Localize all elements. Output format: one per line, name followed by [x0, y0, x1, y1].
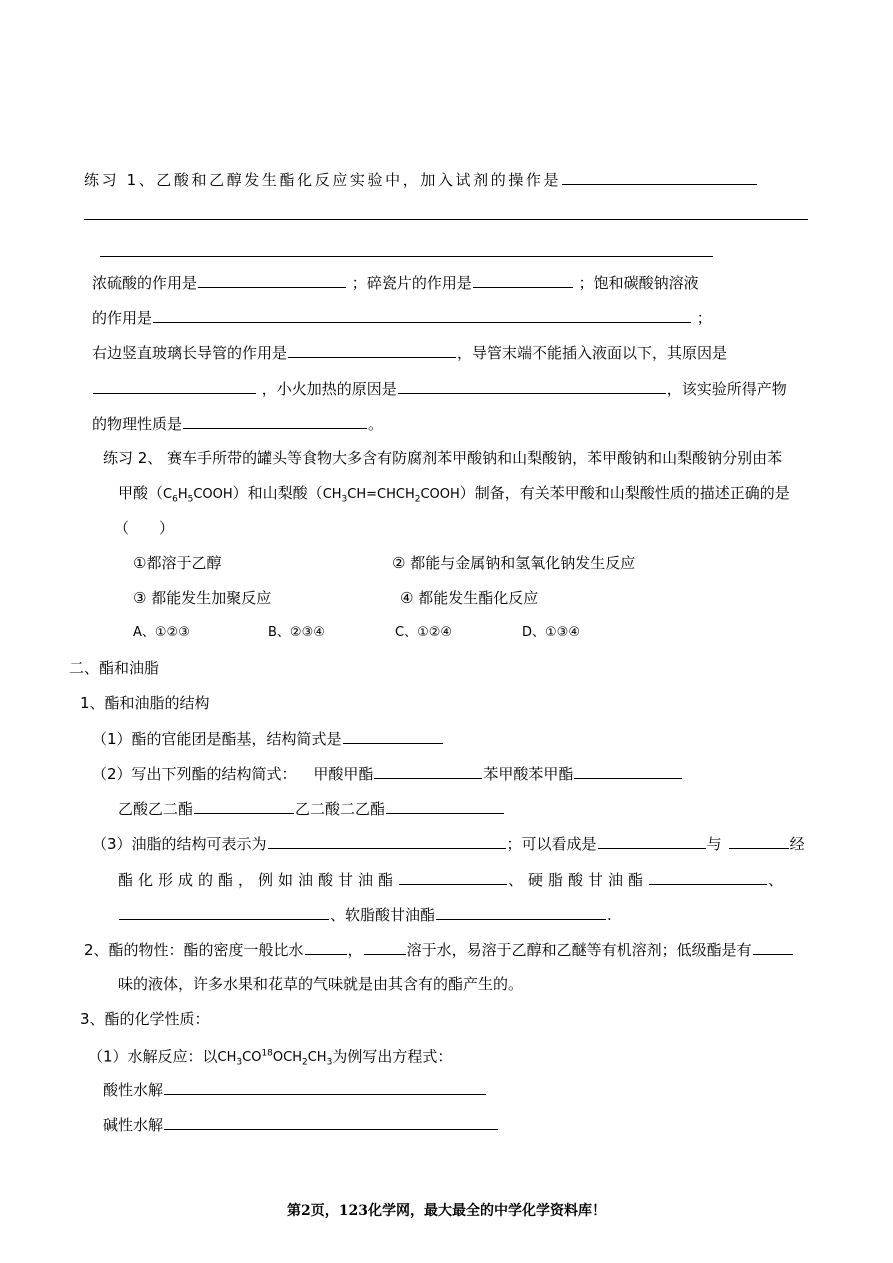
q3-structure-blank[interactable] — [268, 832, 506, 849]
ex1-answer-line-1[interactable] — [84, 219, 808, 220]
q2-ethylene-diacetate-blank[interactable] — [194, 797, 294, 814]
ex1-fire-blank[interactable] — [398, 377, 666, 394]
ex1-sep1: ； — [351, 274, 367, 292]
q3-intro: （3）油脂的结构可表示为 — [92, 835, 267, 853]
ex1-small-fire: ，小火加热的原因是 — [261, 380, 397, 398]
hydrolysis-intro: （1）水解反应：以 — [88, 1047, 218, 1066]
q3-example: 酯化形成的酯，例如油酸甘油酯 — [118, 871, 399, 889]
ex2-option-2: ② 都能与金属钠和氢氧化钠发生反应 — [392, 554, 636, 572]
q2-benzyl-benzoate: 苯甲酸苯甲酯 — [483, 765, 574, 783]
hydrolysis-tail: 为例写出方程式： — [332, 1047, 453, 1066]
section-2-1-title: 1、酯和油脂的结构 — [80, 694, 210, 712]
q3-stearate-blank[interactable] — [649, 868, 767, 885]
ex2-option-4: ④ 都能发生酯化反应 — [400, 589, 539, 607]
basic-blank[interactable] — [164, 1113, 498, 1130]
ex2-choice-d[interactable]: D、①③④ — [522, 625, 580, 640]
q3-stearate: 、硬脂酸甘油酯 — [508, 871, 649, 889]
sub2-solubility: 溶于水，易溶于乙醇和乙醚等有机溶剂；低级酯是有 — [406, 941, 752, 959]
basic-label: 碱性水解 — [103, 1116, 164, 1134]
ex2-choice-b[interactable]: B、②③④ — [268, 625, 325, 640]
q3-line-1 — [92, 832, 805, 855]
ex1-product: ，该实验所得产物 — [666, 380, 787, 398]
q3-via: 经 — [789, 835, 805, 853]
section-2-title: 二、酯和油脂 — [69, 659, 160, 677]
q2-intro: （2）写出下列酯的结构简式： — [92, 765, 297, 783]
ex2-stem-line-1 — [103, 447, 782, 469]
ex2-stem-line-2 — [118, 482, 790, 511]
ex2-paren[interactable]: （ ） — [114, 519, 175, 537]
basic-line — [103, 1113, 499, 1136]
ex2-stem2-b: ）和山梨酸（ — [232, 484, 323, 502]
ex1-answer-line-2[interactable] — [100, 256, 713, 257]
ex2-stem2-a: 甲酸（ — [118, 484, 164, 502]
page-footer: 第2页，123化学网，最大最全的中学化学资料库！ — [287, 1203, 606, 1219]
hydrolysis-formula: $CH_3CO^{18}OCH_2CH_3$ — [217, 1049, 333, 1068]
sub2-density: 2、酯的物性：酯的密度一般比水 — [84, 941, 304, 959]
ex1-tube-line — [92, 341, 727, 364]
q3-dot: . — [607, 906, 612, 924]
sub2-comma: ， — [347, 941, 363, 959]
ex1-carbonate-role-a: 饱和碳酸钠溶液 — [593, 274, 699, 292]
ex1-acid-blank[interactable] — [198, 271, 346, 288]
ex1-roles-line — [92, 271, 699, 294]
ex1-physical-blank[interactable] — [183, 412, 367, 429]
ex1-intro: 练习 1、乙酸和乙醇发生酯化反应实验中，加入试剂的操作是 — [84, 171, 562, 189]
q1-text: （1）酯的官能团是酯基，结构简式是 — [92, 730, 342, 748]
ex2-formula-benzoic: $C_6H_5COOH$ — [163, 487, 233, 505]
acidic-blank[interactable] — [164, 1078, 486, 1095]
sub2-line-1 — [84, 938, 794, 961]
q3-line-2 — [118, 868, 783, 891]
q3-palmitate-blank[interactable] — [436, 903, 606, 920]
q2-methyl-formate-blank[interactable] — [374, 762, 482, 779]
q2-line-1 — [92, 762, 683, 785]
ex2-choice-a[interactable]: A、①②③ — [133, 625, 190, 640]
ex1-sep3: ； — [696, 309, 712, 327]
q3-seen-as: ；可以看成是 — [506, 835, 597, 853]
ex1-chip-role: 碎瓷片的作用是 — [366, 274, 472, 292]
ex1-carbonate-role-b: 的作用是 — [92, 309, 153, 327]
q3-reactant1-blank[interactable] — [598, 832, 706, 849]
ex1-tube-end: ，导管末端不能插入液面以下，其原因是 — [457, 344, 728, 362]
ex1-operation-blank[interactable] — [562, 168, 757, 185]
sub2-solubility-blank[interactable] — [364, 938, 406, 955]
q3-other-blank[interactable] — [119, 903, 329, 920]
q2-benzyl-benzoate-blank[interactable] — [574, 762, 682, 779]
sub2-density-blank[interactable] — [305, 938, 347, 955]
ex1-intro-line — [84, 168, 758, 191]
ex1-tube-blank[interactable] — [288, 341, 456, 358]
q2-ethylene-diacetate: 乙酸乙二酯 — [118, 800, 194, 818]
q2-diethyl-oxalate-blank[interactable] — [386, 797, 504, 814]
ex2-option-1: ①都溶于乙醇 — [133, 554, 222, 572]
acidic-label: 酸性水解 — [103, 1081, 164, 1099]
section-2-3-title: 3、酯的化学性质： — [80, 1010, 210, 1028]
ex1-sep2: ； — [578, 274, 594, 292]
ex1-physical: 的物理性质是 — [92, 415, 183, 433]
ex1-reason-blank[interactable] — [93, 377, 256, 394]
q3-palmitate: 、软脂酸甘油酯 — [330, 906, 436, 924]
q3-line-3 — [118, 903, 612, 926]
sub2-line-2: 味的液体，许多水果和花草的气味就是由其含有的酯产生的。 — [118, 975, 524, 993]
hydrolysis-line — [88, 1043, 452, 1074]
ex1-period: 。 — [368, 415, 384, 433]
ex1-tube-role: 右边竖直玻璃长导管的作用是 — [92, 344, 288, 362]
ex2-stem2-c: ）制备，有关苯甲酸和山梨酸性质的描述正确的是 — [459, 484, 790, 502]
ex2-choice-c[interactable]: C、①②④ — [395, 625, 453, 640]
ex1-chip-blank[interactable] — [473, 271, 573, 288]
sub2-smell-blank[interactable] — [753, 938, 793, 955]
ex2-option-3: ③ 都能发生加聚反应 — [133, 589, 272, 607]
ex2-stem1: 练习 2、 赛车手所带的罐头等食物大多含有防腐剂苯甲酸钠和山梨酸钠，苯甲酸钠和山梨酸钠分别由苯 — [103, 449, 783, 467]
q2-line-2 — [118, 797, 505, 820]
q3-reactant2-blank[interactable] — [729, 832, 789, 849]
q2-diethyl-oxalate: 乙二酸二乙酯 — [295, 800, 386, 818]
q2-methyl-formate: 甲酸甲酯 — [313, 765, 374, 783]
q1-blank[interactable] — [343, 727, 443, 744]
ex1-physical-line — [92, 412, 383, 435]
q1-line — [92, 727, 444, 750]
ex1-carbonate-line — [92, 306, 712, 329]
ex1-fire-line — [92, 377, 787, 400]
q3-oleate-blank[interactable] — [399, 868, 507, 885]
q3-comma: 、 — [768, 871, 784, 889]
ex2-formula-sorbic: $CH_3CH=CHCH_2COOH$ — [322, 487, 460, 505]
ex1-carbonate-blank[interactable] — [153, 306, 691, 323]
acidic-line — [103, 1078, 487, 1101]
q3-and: 与 — [706, 835, 722, 853]
ex1-acid-role: 浓硫酸的作用是 — [92, 274, 198, 292]
